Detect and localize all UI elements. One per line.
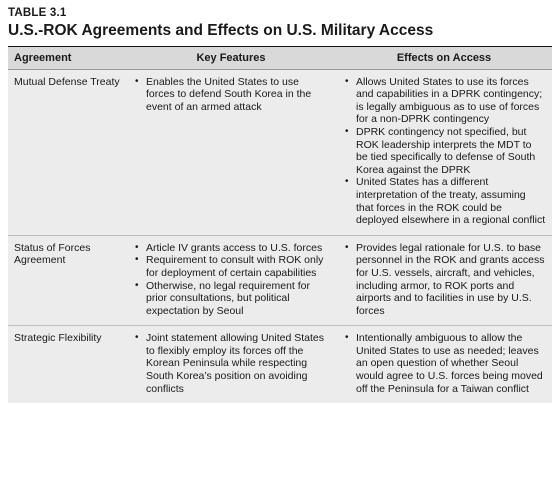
effects-cell (336, 69, 552, 235)
bullet-icon: • (345, 75, 349, 87)
list-item (342, 76, 546, 126)
bullet-icon: • (345, 241, 349, 253)
agreement-cell: Strategic Flexibility (14, 332, 102, 345)
header-agreement: Agreement (8, 47, 126, 69)
list-item (132, 254, 330, 279)
table-label: TABLE 3.1 (8, 7, 67, 19)
list-item-text: Joint statement allowing United States to flexibly employ its forces off the Korean Peninsula while respecting South Korea’s position on avoiding conflicts (146, 332, 325, 395)
table-title: U.S.-ROK Agreements and Effects on U.S. Military Access (8, 22, 434, 39)
list-item-text: DPRK contingency not specified, but ROK leadership interprets the MDT to be tied specifically to defense of South Korea against the DPRK (356, 125, 536, 176)
list-item (132, 242, 330, 255)
list-item-text: Otherwise, no legal requirement for prior consultations, but political expectation by Seoul (146, 279, 310, 317)
list-item (342, 126, 546, 176)
list-item-text: Article IV grants access to U.S. forces (146, 241, 323, 254)
bullet-icon: • (135, 254, 139, 266)
bullet-icon: • (345, 125, 349, 137)
list-item (342, 332, 546, 395)
effects-list (342, 332, 546, 395)
header-effects-on-access: Effects on Access (336, 47, 552, 69)
agreement-cell: Status of Forces Agreement (8, 235, 126, 326)
list-item (342, 176, 546, 226)
features-cell (126, 69, 336, 235)
list-item-text: Enables the United States to use forces to defend South Korea in the event of an armed attack (146, 75, 312, 113)
bullet-icon: • (135, 279, 139, 291)
features-list (132, 332, 330, 395)
effects-cell (336, 235, 552, 326)
bullet-icon: • (345, 176, 349, 188)
bullet-icon: • (135, 75, 139, 87)
list-item-text: United States has a different interpretation of the treaty, assuming that forces in the ROK could be deployed elsewhere in a regional conflict (356, 176, 546, 227)
agreements-table (8, 47, 552, 403)
features-list (132, 242, 330, 318)
effects-list (342, 242, 546, 318)
agreement-cell: Mutual Defense Treaty (8, 69, 126, 235)
list-item (132, 280, 330, 318)
table-row (8, 69, 552, 235)
list-item-text: Provides legal rationale for U.S. to base personnel in the ROK and grants access for U.S. vessels, aircraft, and vehicles, including armor, to ROK ports and airports and to facilities in use by U.S. forces (356, 241, 545, 317)
effects-cell (336, 326, 552, 403)
list-item-text: Requirement to consult with ROK only for deployment of certain capabilities (146, 254, 324, 279)
list-item (342, 242, 546, 318)
bullet-icon: • (135, 332, 139, 344)
features-cell (126, 235, 336, 326)
list-item-text: Allows United States to use its forces and capabilities in a DPRK contingency; is legally ambiguous as to use of forces for a non-DPRK contingency (356, 75, 543, 126)
list-item (132, 332, 330, 395)
features-list (132, 76, 330, 114)
list-item (132, 76, 330, 114)
features-cell (126, 326, 336, 403)
effects-list (342, 76, 546, 227)
bullet-icon: • (345, 332, 349, 344)
table-row (8, 326, 552, 403)
list-item-text: Intentionally ambiguous to allow the United States to use as needed; leaves an open question of whether Seoul would agree to U.S. forces being moved off the Peninsula for a Taiwan conflict (356, 332, 543, 395)
header-key-features: Key Features (126, 47, 336, 69)
table-row (8, 235, 552, 326)
header-row (8, 47, 552, 69)
bullet-icon: • (135, 241, 139, 253)
